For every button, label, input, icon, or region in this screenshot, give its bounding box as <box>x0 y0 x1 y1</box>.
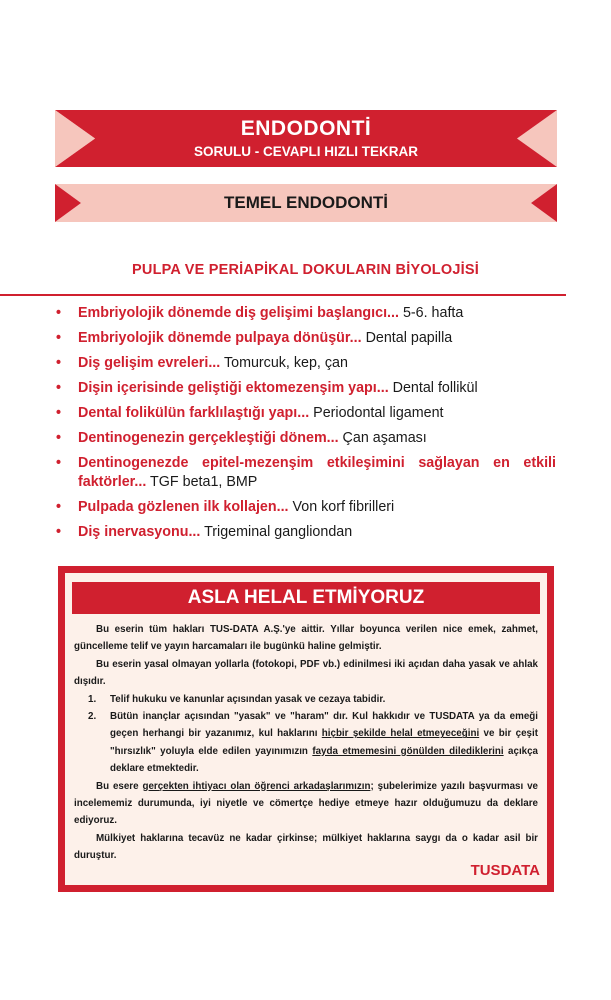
section-banner <box>55 184 557 222</box>
list-number: 2. <box>88 711 97 723</box>
notice-paragraph: Bu eserin tüm hakları TUS-DATA A.Ş.'ye aittir. Yıllar boyunca verilen nice emek, zahmet, güncelleme telif ve yayın harcamaları ile bugünkü haline gelmiştir. <box>74 624 538 653</box>
list-number: 1. <box>88 693 97 705</box>
notice-paragraph: Mülkiyet haklarına tecavüz ne kadar çirkinse; mülkiyet haklarına saygı da o kadar asil bir duruştur. <box>74 832 538 862</box>
book-title: ENDODONTİ <box>240 117 372 140</box>
item-question: Dentinogenezde epitel-mezenşim etkileşimini sağlayan en etkili faktörler... <box>78 455 556 490</box>
notice-panel <box>65 573 547 885</box>
notice-paragraph <box>74 778 538 830</box>
list-item <box>56 454 556 492</box>
bullet-icon: • <box>56 430 62 446</box>
item-answer: Periodontal ligament <box>309 405 444 421</box>
item-answer: 5-6. hafta <box>398 305 464 321</box>
paragraph-text: ; şubelerimize yazılı başvurması ve incelememiz durumunda, iyi niyetle ve cömertçe hediye etmeye hazır olduğumuzu da deklare ediyoruz. <box>74 780 538 827</box>
notice-list-item <box>74 691 538 708</box>
item-answer: Çan aşaması <box>338 430 427 446</box>
underlined-text: fayda etmemesini gönülden dilediklerini <box>312 745 504 757</box>
item-answer: Tomurcuk, kep, çan <box>220 355 348 371</box>
notice-title: ASLA HELAL ETMİYORUZ <box>72 582 540 614</box>
item-question: Dentinogenezin gerçekleştiği dönem... <box>78 430 339 446</box>
bullet-icon: • <box>56 305 62 321</box>
list-item <box>56 329 556 348</box>
list-item <box>56 523 556 542</box>
bullet-icon: • <box>56 455 62 471</box>
notice-body <box>74 621 538 865</box>
qa-list <box>56 304 556 548</box>
section-divider <box>0 294 566 296</box>
bullet-icon: • <box>56 355 62 371</box>
underlined-text: hiçbir şekilde helal etmeyeceğini <box>321 728 480 740</box>
list-item <box>56 404 556 423</box>
list-text: ve bir çeşit "hırsızlık" yoluyla elde edilen yayınımızın <box>110 728 538 757</box>
bullet-icon: • <box>56 524 62 540</box>
list-text: Bütün inançlar açısından "yasak" ve "haram" dır. Kul hakkıdır ve TUSDATA ya da emeği geçen herhangi bir yazanımız, kul haklarını <box>110 711 538 740</box>
brand-signature: TUSDATA <box>470 862 540 879</box>
bullet-icon: • <box>56 405 62 421</box>
section-heading: PULPA VE PERİAPİKAL DOKULARIN BİYOLOJİSİ <box>132 262 479 278</box>
list-text: Telif hukuku ve kanunlar açısından yasak ve cezaya tabidir. <box>110 693 386 705</box>
item-question: Dental folikülün farklılaştığı yapı... <box>78 405 310 421</box>
item-question: Diş gelişim evreleri... <box>78 355 221 371</box>
bullet-icon: • <box>56 380 62 396</box>
bullet-icon: • <box>56 330 62 346</box>
notice-list <box>74 691 538 778</box>
item-answer: TGF beta1, BMP <box>146 474 258 490</box>
list-item <box>56 498 556 517</box>
bullet-icon: • <box>56 499 62 515</box>
item-question: Dişin içerisinde geliştiği ektomezenşim yapı... <box>78 380 389 396</box>
notice-paragraph: Bu eserin yasal olmayan yollarla (fotokopi, PDF vb.) edinilmesi iki açıdan daha yasak ve ahlak dışıdır. <box>74 658 538 688</box>
section-banner-title: TEMEL ENDODONTİ <box>223 193 389 212</box>
item-question: Pulpada gözlenen ilk kollajen... <box>78 499 289 515</box>
item-question: Embriyolojik dönemde diş gelişimi başlangıcı... <box>78 305 399 321</box>
title-banner <box>55 110 557 167</box>
notice-list-item <box>74 708 538 778</box>
item-question: Diş inervasyonu... <box>78 524 201 540</box>
item-answer: Von korf fibrilleri <box>288 499 395 515</box>
list-text: açıkça deklare etmektedir. <box>110 745 539 775</box>
list-item <box>56 304 556 323</box>
list-item <box>56 354 556 373</box>
item-answer: Trigeminal gangliondan <box>200 524 353 540</box>
copyright-notice <box>58 566 554 892</box>
item-answer: Dental papilla <box>361 330 453 346</box>
item-answer: Dental follikül <box>388 380 478 396</box>
item-question: Embriyolojik dönemde pulpaya dönüşür... <box>78 330 362 346</box>
underlined-text: gerçekten ihtiyacı olan öğrenci arkadaşlarımızın <box>142 780 371 792</box>
book-subtitle: SORULU - CEVAPLI HIZLI TEKRAR <box>194 144 418 159</box>
list-item <box>56 379 556 398</box>
paragraph-text: Bu esere <box>96 780 143 792</box>
list-item <box>56 429 556 448</box>
